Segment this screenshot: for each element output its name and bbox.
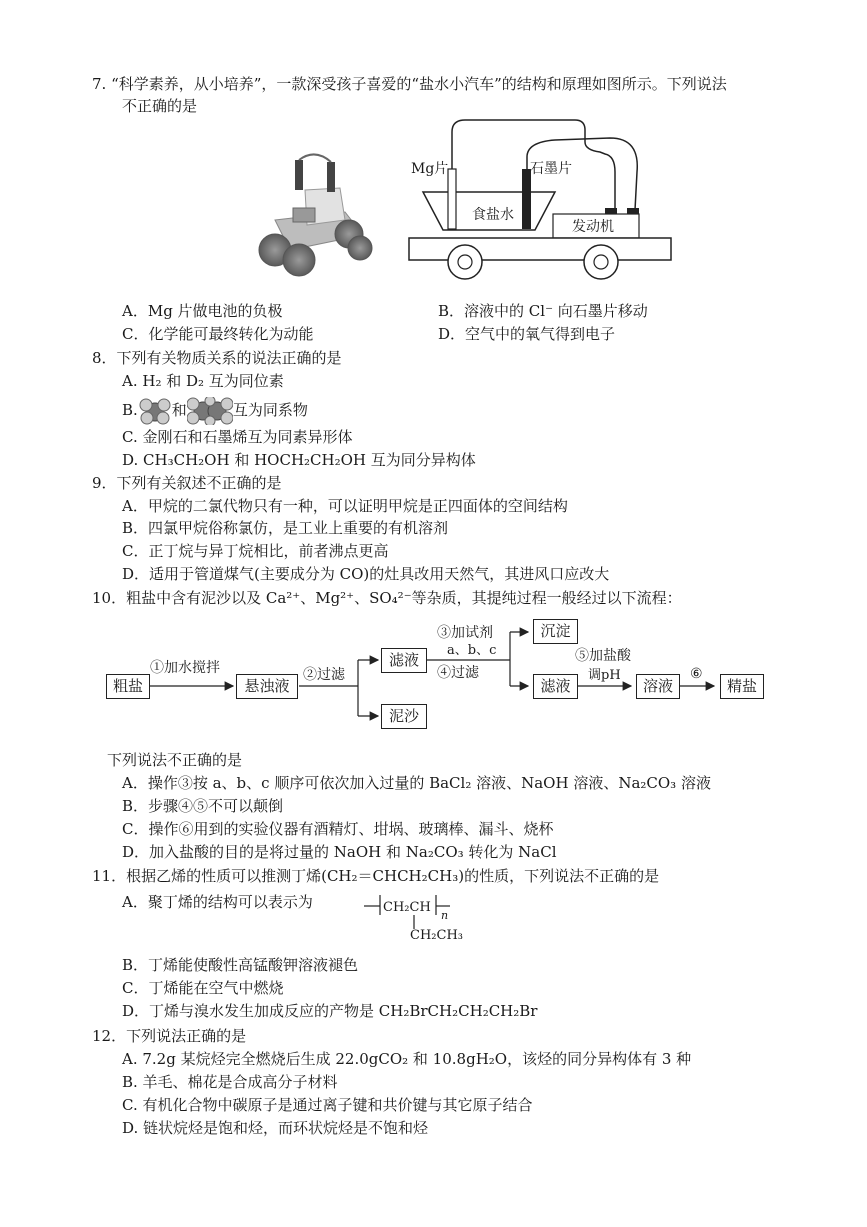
q7-option-d: D．空气中的氧气得到电子 — [438, 325, 616, 343]
q9-option-c: C．正丁烷与异丁烷相比，前者沸点更高 — [122, 542, 389, 560]
methane-model-icon — [138, 397, 172, 425]
mg-label: Mg片 — [411, 161, 449, 177]
q10-option-a: A．操作③按 a、b、c 顺序可依次加入过量的 BaCl₂ 溶液、NaOH 溶液、Na₂CO₃ 溶液 — [122, 774, 711, 792]
flow-crude-salt: 粗盐 — [106, 674, 150, 699]
flow-step5-ph: 调pH — [588, 668, 621, 683]
q12-option-c: C. 有机化合物中碳原子是通过离子键和共价键与其它原子结合 — [122, 1096, 533, 1114]
q9-option-b: B．四氯甲烷俗称氯仿，是工业上重要的有机溶剂 — [122, 519, 449, 537]
flow-step1-label: ①加水搅拌 — [150, 660, 220, 676]
ethane-model-icon — [187, 397, 233, 425]
q11-option-b: B．丁烯能使酸性高锰酸钾溶液褪色 — [122, 956, 359, 974]
q10-option-b: B．步骤④⑤不可以颠倒 — [122, 797, 284, 815]
motor-label: 发动机 — [572, 219, 614, 235]
graphite-label: 石墨片 — [530, 161, 572, 177]
toy-car-photo — [245, 150, 375, 280]
q9-option-d: D．适用于管道煤气(主要成分为 CO)的灶具改用天然气，其进风口应改大 — [122, 565, 610, 583]
polybutene-n: n — [441, 909, 449, 922]
q8-option-c: C. 金刚石和石墨烯互为同素异形体 — [122, 428, 353, 446]
q8-option-b-mid: 和 — [171, 401, 187, 419]
flow-solution: 溶液 — [636, 674, 680, 699]
saltwater-label: 食盐水 — [472, 207, 514, 223]
q8-option-a: A. H₂ 和 D₂ 互为同位素 — [122, 372, 284, 390]
q11-option-a: A．聚丁烯的结构可以表示为 — [122, 893, 313, 911]
q7-option-b: B．溶液中的 Cl⁻ 向石墨片移动 — [438, 302, 648, 320]
q9-option-a: A．甲烷的二氯代物只有一种，可以证明甲烷是正四面体的空间结构 — [122, 497, 568, 515]
flow-step3-label: ③加试剂 — [437, 625, 493, 641]
flow-filtrate1: 滤液 — [381, 648, 427, 673]
q10-option-d: D．加入盐酸的目的是将过量的 NaOH 和 Na₂CO₃ 转化为 NaCl — [122, 843, 557, 861]
q7-option-a: A．Mg 片做电池的负极 — [122, 302, 283, 320]
polybutene-main-chain: CH₂CH — [383, 900, 431, 915]
flow-suspension: 悬浊液 — [236, 674, 298, 699]
flow-mud: 泥沙 — [381, 704, 427, 729]
q8-option-d: D. CH₃CH₂OH 和 HOCH₂CH₂OH 互为同分异构体 — [122, 451, 476, 469]
q8-option-b-suffix: 互为同系物 — [232, 401, 308, 419]
flow-precipitate: 沉淀 — [533, 619, 578, 644]
q8-option-b — [122, 397, 308, 425]
salt-water-car-diagram — [405, 112, 675, 284]
flow-step6-label: ⑥ — [690, 666, 703, 682]
q12-stem: 12．下列说法正确的是 — [92, 1027, 247, 1045]
polybutene-side-chain: CH₂CH₃ — [410, 928, 463, 943]
flow-step3-reagents: a、b、c — [447, 643, 497, 658]
q8-option-b-prefix: B. — [122, 401, 138, 419]
q12-option-d: D. 链状烷烃是饱和烃，而环状烷烃是不饱和烃 — [122, 1119, 429, 1137]
flow-step5-label: ⑤加盐酸 — [575, 648, 631, 664]
q7-stem-line2: 不正确的是 — [122, 97, 198, 115]
q10-option-c: C．操作⑥用到的实验仪器有酒精灯、坩埚、玻璃棒、漏斗、烧杯 — [122, 820, 554, 838]
q7-option-c: C．化学能可最终转化为动能 — [122, 325, 314, 343]
q12-option-b: B. 羊毛、棉花是合成高分子材料 — [122, 1073, 338, 1091]
q7-stem-line1: 7. “科学素养，从小培养”，一款深受孩子喜爱的“盐水小汽车”的结构和原理如图所示。下列说法 — [92, 75, 727, 93]
q11-stem: 11．根据乙烯的性质可以推测丁烯(CH₂＝CHCH₂CH₃)的性质，下列说法不正确的是 — [92, 867, 660, 885]
q11-option-d: D．丁烯与溴水发生加成反应的产物是 CH₂BrCH₂CH₂CH₂Br — [122, 1002, 538, 1020]
q8-stem: 8．下列有关物质关系的说法正确的是 — [92, 349, 342, 367]
flow-step4-label: ④过滤 — [437, 665, 479, 681]
q9-stem: 9．下列有关叙述不正确的是 — [92, 474, 282, 492]
flow-refined-salt: 精盐 — [720, 674, 764, 699]
q10-stem2: 下列说法不正确的是 — [107, 751, 243, 769]
flow-filtrate2: 滤液 — [533, 674, 578, 699]
q11-option-c: C．丁烯能在空气中燃烧 — [122, 979, 284, 997]
q10-stem: 10．粗盐中含有泥沙以及 Ca²⁺、Mg²⁺、SO₄²⁻等杂质，其提纯过程一般经过以下流程： — [92, 589, 682, 607]
flow-step2-label: ②过滤 — [303, 667, 345, 683]
q12-option-a: A. 7.2g 某烷烃完全燃烧后生成 22.0gCO₂ 和 10.8gH₂O，该烃的同分异构体有 3 种 — [122, 1050, 692, 1068]
